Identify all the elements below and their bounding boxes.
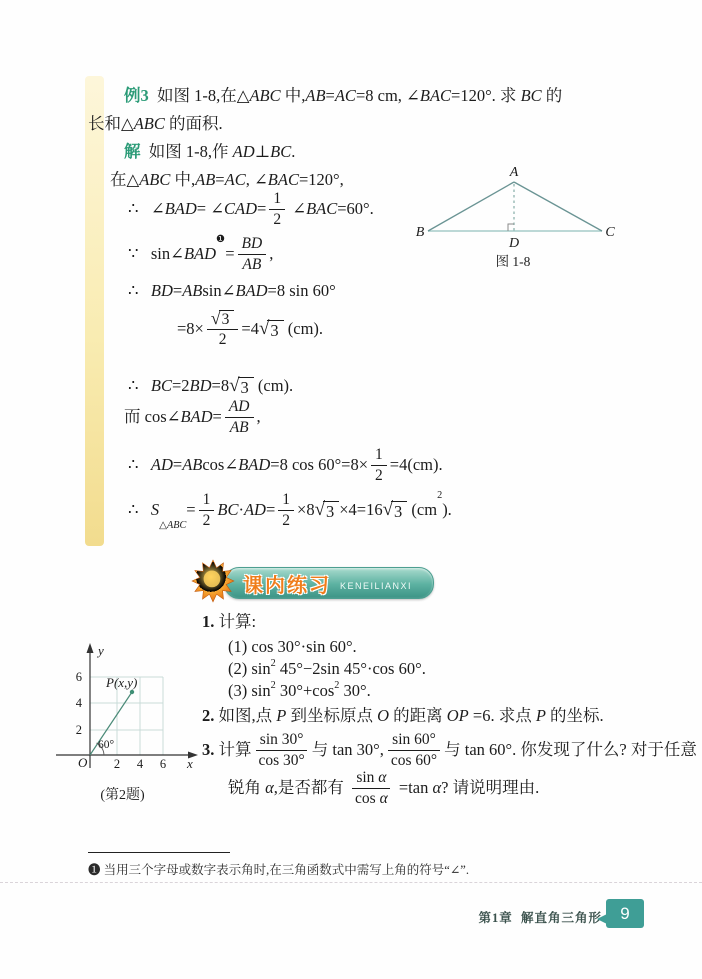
solution-line-5: ∴ BD = AB sin∠ BAD =8 sin 60° (128, 281, 336, 300)
x-tick-2: 2 (113, 757, 121, 771)
problem-1-item-3: (3) sin 2 30°+cos 2 30°. (228, 680, 371, 700)
problem-3-line-2: 锐角 α ,是否都有 sin α cos α =tan α ? 请说明理由. (228, 769, 540, 807)
solution-line-2: 在△ ABC 中, AB = AC , ∠ BAC =120°, (110, 170, 344, 189)
solution-line-10: ∴ S △ABC = $\frac{1}{2}$ BC · AD = $\frac{1}{2}$ ×8 √ 3 ×4=16 √ 3 (cm 2 ). (128, 490, 452, 531)
footnote-marker: ❶ (88, 863, 101, 877)
point-p (130, 690, 134, 694)
problem-2-line: 2. 如图,点 P 到坐标原点 O 的距离 OP =6. 求点 P 的坐标. (202, 706, 604, 725)
coordinate-figure (50, 643, 200, 783)
y-tick-6: 6 (75, 670, 82, 684)
chapter-title: 解直角三角形 (520, 911, 602, 925)
footnote (88, 860, 469, 878)
solution-line-9: ∴ AD = AB cos∠ BAD =8 cos 60°=8× $\frac{1}{2}$ =4(cm). (128, 446, 443, 484)
example-statement-line-2: 长和△ ABC 的面积. (88, 114, 223, 133)
problem-1-item-1: (1) cos 30°·sin 60°. (228, 637, 357, 656)
solution-line-4: ∵ sin∠ BAD ❶ = $\frac{BD}{AB}$ , (128, 234, 274, 273)
x-tick-6: 6 (159, 757, 167, 771)
solution-line-3: ∴ ∠ BAD = ∠ CAD = $\frac{1}{2}$ ∠ BAC =60°. (128, 190, 374, 228)
solution-line-1: 解 如图 1-8,作 AD ⊥ BC . (124, 142, 296, 161)
vertex-a-label: A (509, 165, 519, 180)
x-tick-4: 4 (136, 757, 144, 771)
example-highlight-band (85, 76, 104, 546)
sun-icon (190, 558, 236, 604)
origin-label: O (78, 755, 88, 770)
solution-line-6: =8× √ 3 2 =4 √ 3 (cm). (177, 308, 324, 349)
practice-section-banner (224, 567, 434, 599)
triangle-figure (413, 163, 648, 255)
practice-title-pinyin: KENEILIANXI (340, 581, 413, 591)
footnote-text: 当用三个字母或数字表示角时,在三角函数式中需写上角的符号“∠”. (100, 863, 469, 877)
angle-60-label: 60° (98, 739, 115, 751)
page-fold-line (0, 882, 702, 883)
footer-chapter (420, 908, 602, 926)
problem-3-line-1: 3. 计算 sin 30° cos 30° 与 tan 30°, sin 60° cos 60° 与 tan 60°. 你发现了什么? 对于任意 (202, 731, 697, 769)
chapter-number: 第1章 (478, 911, 513, 925)
y-tick-2: 2 (75, 723, 82, 737)
solution-line-7: ∴ BC =2 BD =8 √ 3 (cm). (128, 374, 294, 397)
vertex-b-label: B (415, 225, 425, 240)
x-axis-label: x (187, 756, 193, 771)
triangle-side-ac (514, 182, 602, 231)
y-axis-arrow (87, 643, 94, 653)
solution-line-8: 而 cos∠ BAD = $\frac{AD}{AB}$ , (124, 398, 261, 436)
vertex-c-label: C (605, 225, 615, 240)
figure-1-8-caption: 图 1-8 (495, 254, 531, 269)
footnote-rule (88, 852, 230, 853)
problem-1-header: 1. 计算: (202, 612, 257, 631)
foot-d-label: D (508, 236, 520, 251)
right-angle-mark (508, 224, 514, 231)
problem-1-item-2: (2) sin 2 45°−2sin 45°·cos 60°. (228, 658, 426, 678)
y-tick-4: 4 (75, 696, 82, 710)
y-axis-label: y (98, 643, 104, 658)
triangle-side-ba (428, 182, 514, 231)
page-number: 9 (620, 903, 630, 923)
page-number-badge (606, 899, 644, 928)
point-p-label: P(x,y) (106, 675, 138, 690)
practice-title: 课内练习 (243, 574, 331, 597)
problem-2-figure-caption: (第2题) (100, 788, 145, 803)
example-statement-line-1: 例3 如图 1-8,在△ ABC 中, AB = AC =8 cm, ∠ BAC =120°. 求 BC 的 (124, 86, 563, 105)
